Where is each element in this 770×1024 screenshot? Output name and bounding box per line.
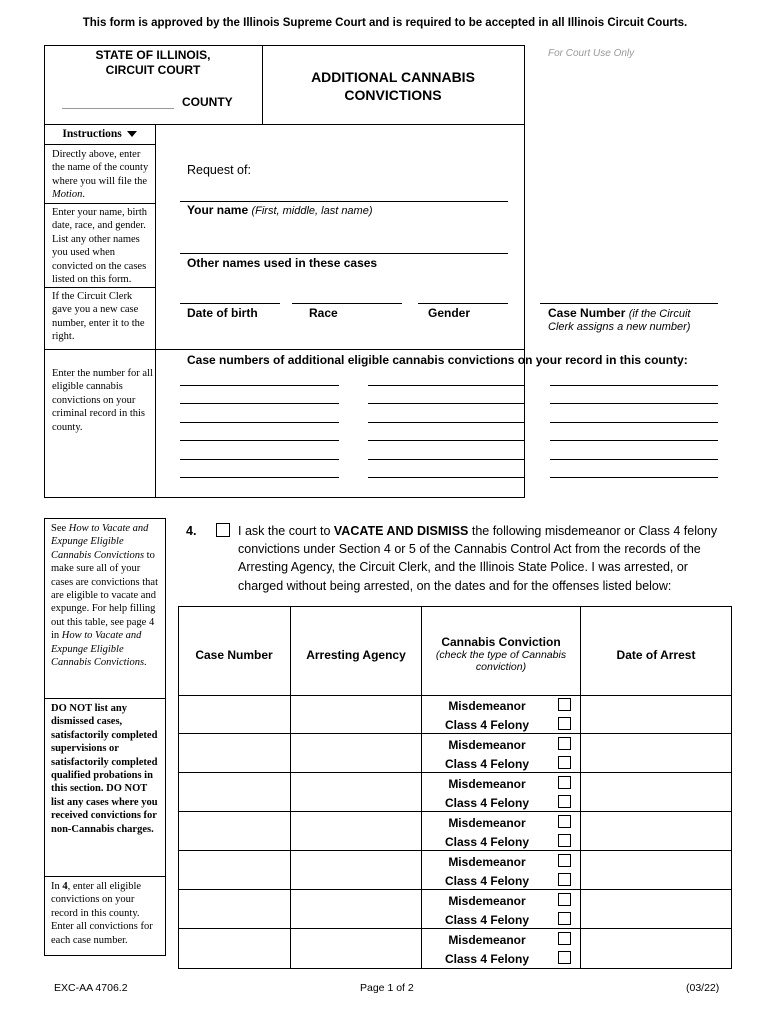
additional-case-line[interactable] xyxy=(550,385,718,386)
col-date-of-arrest: Date of Arrest xyxy=(616,648,696,662)
instr-sep-4 xyxy=(44,349,524,350)
instructions-heading-text: Instructions xyxy=(62,128,122,140)
convictions-table xyxy=(178,606,732,969)
section4-line4: charged without being arrested, on the dates and for the offenses listed below: xyxy=(238,579,672,593)
revision-date: (03/22) xyxy=(686,982,720,994)
misdemeanor-checkbox[interactable] xyxy=(558,698,571,711)
additional-case-line[interactable] xyxy=(368,403,524,404)
dob-label: Date of birth xyxy=(187,306,258,320)
additional-case-line[interactable] xyxy=(180,403,339,404)
col-conviction-hint: (check the type of Cannabis conviction) xyxy=(435,649,567,673)
instr2-sep-1 xyxy=(44,698,166,699)
instr-sep-2 xyxy=(44,203,155,204)
form-title-line2: CONVICTIONS xyxy=(344,87,442,103)
class4-felony-label: Class 4 Felony xyxy=(444,874,530,888)
instruction-see-end: . xyxy=(144,657,147,669)
instruction-see-title2: How to Vacate and Expunge Eligible Cannabis Convictions xyxy=(51,630,145,669)
instruction-county-end: . xyxy=(82,189,85,201)
your-name-label xyxy=(187,203,373,217)
additional-case-line[interactable] xyxy=(368,477,524,478)
form-code: EXC-AA 4706.2 xyxy=(54,982,128,994)
col-cannabis-conviction: Cannabis Conviction xyxy=(441,635,561,649)
instruction-enter-all xyxy=(51,880,163,947)
misdemeanor-checkbox[interactable] xyxy=(558,737,571,750)
misdemeanor-checkbox[interactable] xyxy=(558,815,571,828)
section4-post: the following misdemeanor or Class 4 felony xyxy=(468,524,718,538)
class4-felony-label: Class 4 Felony xyxy=(444,835,530,849)
misdemeanor-label: Misdemeanor xyxy=(448,699,526,713)
header-border-right xyxy=(524,45,525,498)
section4-line1 xyxy=(238,524,717,538)
misdemeanor-label: Misdemeanor xyxy=(448,777,526,791)
race-input-line[interactable] xyxy=(292,303,402,304)
other-names-label: Other names used in these cases xyxy=(187,256,378,270)
your-name-text: Your name xyxy=(187,203,249,217)
felony-checkbox[interactable] xyxy=(558,795,571,808)
instruction-do-not-list: DO NOT list any dismissed cases, satisfactorily completed supervisions or satisfactorily completed qualified probations in this section. DO NOT list any cases where you received convictions for non-Cannabis charges. xyxy=(51,703,158,835)
gender-input-line[interactable] xyxy=(418,303,508,304)
additional-case-line[interactable] xyxy=(368,459,524,460)
header-border-top xyxy=(44,45,524,46)
case-number-hint1: (if the Circuit xyxy=(628,308,691,320)
instruction-see-mid: to make sure all of your cases are convictions that are eligible to vacate and expunge. For help filling out this table, see page 4 in xyxy=(51,549,158,642)
instruction-name: Enter your name, birth date, race, and gender. List any other names you used when convicted on the cases listed on this form. xyxy=(52,207,148,286)
instruction-see-pre: See xyxy=(51,523,69,534)
instr-bottom-border xyxy=(44,497,524,498)
dob-input-line[interactable] xyxy=(180,303,280,304)
instr-right-border xyxy=(155,124,156,498)
additional-case-line[interactable] xyxy=(550,403,718,404)
case-number-hint2: Clerk assigns a new number) xyxy=(548,321,691,333)
misdemeanor-checkbox[interactable] xyxy=(558,776,571,789)
table-row xyxy=(178,734,732,773)
instructions-heading xyxy=(44,128,155,140)
misdemeanor-label: Misdemeanor xyxy=(448,933,526,947)
instr-sep-1 xyxy=(44,144,155,145)
class4-felony-label: Class 4 Felony xyxy=(444,913,530,927)
misdemeanor-checkbox[interactable] xyxy=(558,854,571,867)
col-arresting-agency: Arresting Agency xyxy=(306,648,406,662)
section-number: 4. xyxy=(186,524,197,538)
request-of-line xyxy=(180,201,508,202)
form-title-line1: ADDITIONAL CANNABIS xyxy=(311,69,475,85)
felony-checkbox[interactable] xyxy=(558,717,571,730)
additional-case-line[interactable] xyxy=(550,477,718,478)
class4-felony-label: Class 4 Felony xyxy=(444,718,530,732)
additional-case-line[interactable] xyxy=(550,422,718,423)
county-label: COUNTY xyxy=(182,95,233,109)
your-name-hint: (First, middle, last name) xyxy=(251,205,373,217)
other-names-input-line[interactable] xyxy=(180,253,508,254)
instr2-bottom xyxy=(44,955,166,956)
instruction-see-guide xyxy=(51,522,163,669)
additional-case-line[interactable] xyxy=(368,422,524,423)
header-border-bottom xyxy=(44,124,524,125)
misdemeanor-label: Misdemeanor xyxy=(448,855,526,869)
additional-case-line[interactable] xyxy=(180,440,339,441)
gender-label: Gender xyxy=(428,306,471,320)
additional-case-line[interactable] xyxy=(550,440,718,441)
additional-case-line[interactable] xyxy=(180,385,339,386)
approval-notice: This form is approved by the Illinois Supreme Court and is required to be accepted in all Illinois Circuit Courts. xyxy=(82,17,688,29)
instr2-sep-2 xyxy=(44,876,166,877)
felony-checkbox[interactable] xyxy=(558,912,571,925)
misdemeanor-checkbox[interactable] xyxy=(558,932,571,945)
instruction-see-title: How to Vacate and Expunge Eligible Cannabis Convictions xyxy=(51,523,149,561)
section4-checkbox[interactable] xyxy=(216,523,230,537)
misdemeanor-label: Misdemeanor xyxy=(448,816,526,830)
section4-pre: I ask the court to xyxy=(238,524,334,538)
table-row xyxy=(178,773,732,812)
felony-checkbox[interactable] xyxy=(558,834,571,847)
header-divider xyxy=(262,45,263,125)
case-number-label xyxy=(548,306,690,320)
additional-cases-heading: Case numbers of additional eligible cannabis convictions on your record in this county: xyxy=(187,353,688,367)
instruction-county xyxy=(52,148,154,202)
court-use-label: For Court Use Only xyxy=(548,48,635,59)
additional-case-line[interactable] xyxy=(180,477,339,478)
triangle-down-icon xyxy=(127,131,137,137)
table-row xyxy=(178,890,732,929)
misdemeanor-checkbox[interactable] xyxy=(558,893,571,906)
instruction-enter-pre: In xyxy=(51,881,63,892)
instr-sep-3 xyxy=(44,287,155,288)
instr2-left xyxy=(44,518,45,956)
felony-checkbox[interactable] xyxy=(558,951,571,964)
instr2-top xyxy=(44,518,166,519)
additional-case-line[interactable] xyxy=(368,440,524,441)
instruction-enter-post: , enter all eligible convictions on your record in this county. Enter all convictions for each case number. xyxy=(51,881,153,946)
table-row xyxy=(178,812,732,851)
additional-case-line[interactable] xyxy=(368,385,524,386)
circuit-court-label: CIRCUIT COURT xyxy=(105,63,201,77)
section4-bold: VACATE AND DISMISS xyxy=(333,524,469,538)
class4-felony-label: Class 4 Felony xyxy=(444,757,530,771)
instruction-additional: Enter the number for all eligible cannabis convictions on your criminal record in this county. xyxy=(52,368,153,433)
instruction-county-text: Directly above, enter the name of the county where you will file the xyxy=(52,149,149,187)
section4-line3: Arresting Agency, the Circuit Clerk, and the Illinois State Police. I was arrested, or xyxy=(238,560,688,574)
additional-case-line[interactable] xyxy=(180,459,339,460)
row-divider xyxy=(178,968,732,969)
additional-case-line[interactable] xyxy=(550,459,718,460)
class4-felony-label: Class 4 Felony xyxy=(444,952,530,966)
additional-case-line[interactable] xyxy=(180,422,339,423)
instr-left-border xyxy=(44,124,45,498)
table-top xyxy=(178,606,732,607)
instruction-case-number: If the Circuit Clerk gave you a new case number, enter it to the right. xyxy=(52,291,145,343)
section4-line2: convictions under Section 4 or 5 of the Cannabis Control Act from the records of the xyxy=(238,542,701,556)
case-number-input-line[interactable] xyxy=(540,303,718,304)
instruction-enter-num: 4 xyxy=(62,881,68,892)
misdemeanor-label: Misdemeanor xyxy=(448,894,526,908)
instr2-right xyxy=(165,518,166,956)
felony-checkbox[interactable] xyxy=(558,756,571,769)
race-label: Race xyxy=(309,306,338,320)
county-input-line[interactable] xyxy=(62,108,174,109)
col-case-number: Case Number xyxy=(195,648,273,662)
table-row xyxy=(178,695,732,734)
class4-felony-label: Class 4 Felony xyxy=(444,796,530,810)
instruction-county-em: Motion xyxy=(52,189,83,201)
felony-checkbox[interactable] xyxy=(558,873,571,886)
request-of-label: Request of: xyxy=(187,163,251,177)
page-number: Page 1 of 2 xyxy=(360,982,414,994)
table-row xyxy=(178,851,732,890)
state-label: STATE OF ILLINOIS, xyxy=(95,48,211,62)
table-row xyxy=(178,929,732,969)
case-number-text: Case Number xyxy=(548,306,626,320)
misdemeanor-label: Misdemeanor xyxy=(448,738,526,752)
